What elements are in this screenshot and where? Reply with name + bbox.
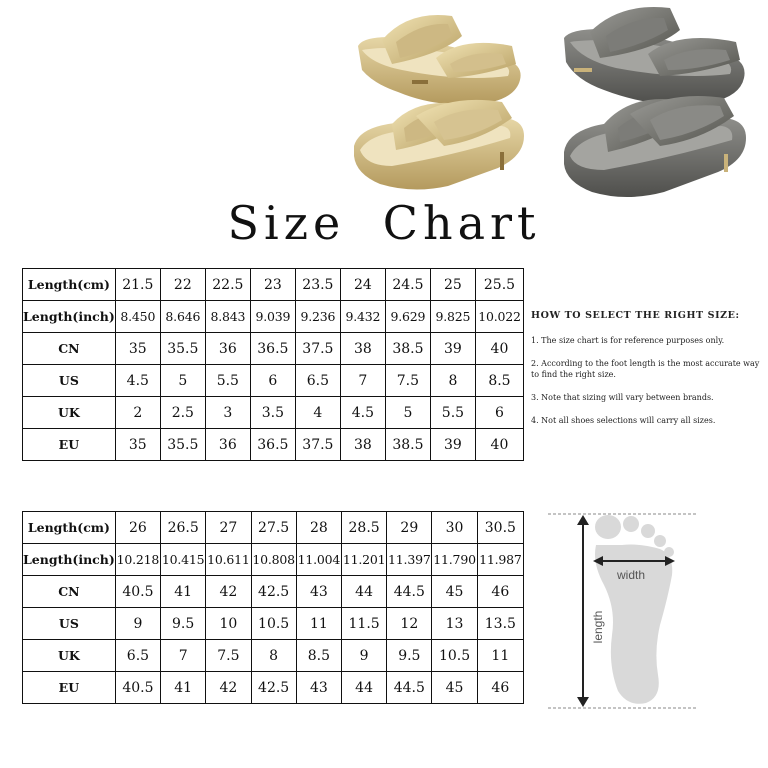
table-cell: 40.5 bbox=[115, 576, 160, 608]
table-cell: 29 bbox=[387, 512, 432, 544]
table-cell: 13.5 bbox=[477, 608, 523, 640]
table-cell: 27 bbox=[206, 512, 251, 544]
table-cell: 43 bbox=[296, 672, 341, 704]
table-cell: 10.5 bbox=[432, 640, 477, 672]
table-cell: 30.5 bbox=[477, 512, 523, 544]
table-cell: 10 bbox=[206, 608, 251, 640]
table-cell: 21.5 bbox=[115, 269, 160, 301]
size-table-body bbox=[23, 269, 524, 461]
table-cell: 6.5 bbox=[115, 640, 160, 672]
table-cell: 39 bbox=[430, 333, 475, 365]
table-cell: 27.5 bbox=[251, 512, 296, 544]
table-cell: 5.5 bbox=[430, 397, 475, 429]
table-cell: 10.611 bbox=[206, 544, 251, 576]
length-label: length bbox=[591, 610, 605, 644]
table-cell: 2 bbox=[115, 397, 160, 429]
row-header: UK bbox=[23, 640, 116, 672]
table-cell: 41 bbox=[161, 672, 206, 704]
notes-heading: HOW TO SELECT THE RIGHT SIZE: bbox=[531, 310, 740, 321]
table-cell: 40.5 bbox=[115, 672, 160, 704]
table-cell: 9 bbox=[341, 640, 386, 672]
table-cell: 46 bbox=[477, 672, 523, 704]
table-cell: 36 bbox=[205, 333, 250, 365]
table-row bbox=[23, 512, 524, 544]
table-cell: 5 bbox=[385, 397, 430, 429]
table-row bbox=[23, 429, 524, 461]
table-cell: 10.808 bbox=[251, 544, 296, 576]
table-row bbox=[23, 672, 524, 704]
table-cell: 8.843 bbox=[205, 301, 250, 333]
table-cell: 23 bbox=[250, 269, 295, 301]
table-cell: 35 bbox=[115, 429, 160, 461]
table-cell: 11.5 bbox=[341, 608, 386, 640]
table-cell: 10.415 bbox=[161, 544, 206, 576]
table-cell: 11.201 bbox=[341, 544, 386, 576]
table-row bbox=[23, 544, 524, 576]
table-row bbox=[23, 576, 524, 608]
table-cell: 8 bbox=[430, 365, 475, 397]
table-cell: 46 bbox=[477, 576, 523, 608]
table-cell: 10.5 bbox=[251, 608, 296, 640]
table-cell: 6.5 bbox=[295, 365, 340, 397]
note-4: 4. Not all shoes selections will carry all sizes. bbox=[531, 416, 716, 425]
table-cell: 8.646 bbox=[160, 301, 205, 333]
table-cell: 9.5 bbox=[161, 608, 206, 640]
gold-sandals-image bbox=[352, 6, 528, 198]
table-cell: 38.5 bbox=[385, 429, 430, 461]
table-cell: 9.432 bbox=[340, 301, 385, 333]
table-cell: 8.450 bbox=[115, 301, 160, 333]
table-cell: 37.5 bbox=[295, 333, 340, 365]
table-cell: 7.5 bbox=[206, 640, 251, 672]
table-row bbox=[23, 608, 524, 640]
table-cell: 11 bbox=[296, 608, 341, 640]
table-cell: 9.236 bbox=[295, 301, 340, 333]
table-cell: 8.5 bbox=[296, 640, 341, 672]
table-cell: 45 bbox=[432, 576, 477, 608]
table-cell: 9.039 bbox=[250, 301, 295, 333]
table-cell: 28 bbox=[296, 512, 341, 544]
table-cell: 3 bbox=[205, 397, 250, 429]
table-cell: 9.629 bbox=[385, 301, 430, 333]
table-cell: 22.5 bbox=[205, 269, 250, 301]
table-cell: 44 bbox=[341, 576, 386, 608]
table-cell: 38 bbox=[340, 429, 385, 461]
note-3: 3. Note that sizing will vary between brands. bbox=[531, 393, 714, 402]
table-cell: 9.5 bbox=[387, 640, 432, 672]
table-cell: 45 bbox=[432, 672, 477, 704]
table-cell: 22 bbox=[160, 269, 205, 301]
table-cell: 9 bbox=[115, 608, 160, 640]
table-cell: 25.5 bbox=[475, 269, 523, 301]
table-cell: 24 bbox=[340, 269, 385, 301]
table-cell: 3.5 bbox=[250, 397, 295, 429]
table-cell: 35.5 bbox=[160, 429, 205, 461]
table-cell: 10.218 bbox=[115, 544, 160, 576]
row-header: CN bbox=[23, 576, 116, 608]
table-cell: 8 bbox=[251, 640, 296, 672]
table-cell: 5 bbox=[160, 365, 205, 397]
table-cell: 8.5 bbox=[475, 365, 523, 397]
size-table-large bbox=[22, 511, 524, 704]
table-cell: 7.5 bbox=[385, 365, 430, 397]
table-cell: 9.825 bbox=[430, 301, 475, 333]
table-cell: 11.397 bbox=[387, 544, 432, 576]
table-cell: 44 bbox=[341, 672, 386, 704]
note-2: 2. According to the foot length is the most accurate way to find the right size. bbox=[531, 359, 760, 379]
table-row bbox=[23, 269, 524, 301]
table-cell: 30 bbox=[432, 512, 477, 544]
table-cell: 11 bbox=[477, 640, 523, 672]
table-cell: 4.5 bbox=[340, 397, 385, 429]
table-cell: 43 bbox=[296, 576, 341, 608]
row-header: CN bbox=[23, 333, 116, 365]
table-cell: 35 bbox=[115, 333, 160, 365]
table-cell: 42.5 bbox=[251, 672, 296, 704]
table-cell: 41 bbox=[161, 576, 206, 608]
table-cell: 7 bbox=[340, 365, 385, 397]
table-cell: 26 bbox=[115, 512, 160, 544]
table-cell: 26.5 bbox=[161, 512, 206, 544]
table-cell: 38.5 bbox=[385, 333, 430, 365]
size-table-body bbox=[23, 512, 524, 704]
row-header: Length(inch) bbox=[23, 544, 116, 576]
table-cell: 36 bbox=[205, 429, 250, 461]
row-header: US bbox=[23, 608, 116, 640]
table-cell: 42 bbox=[206, 672, 251, 704]
sizing-notes bbox=[531, 310, 767, 438]
table-row bbox=[23, 397, 524, 429]
table-row bbox=[23, 333, 524, 365]
length-arrow bbox=[577, 515, 589, 707]
table-cell: 28.5 bbox=[341, 512, 386, 544]
table-cell: 44.5 bbox=[387, 672, 432, 704]
table-cell: 36.5 bbox=[250, 333, 295, 365]
table-cell: 24.5 bbox=[385, 269, 430, 301]
table-cell: 2.5 bbox=[160, 397, 205, 429]
table-cell: 37.5 bbox=[295, 429, 340, 461]
table-cell: 10.022 bbox=[475, 301, 523, 333]
row-header: UK bbox=[23, 397, 116, 429]
width-label: width bbox=[616, 568, 646, 582]
gunmetal-sandals-image bbox=[560, 2, 750, 206]
table-cell: 4 bbox=[295, 397, 340, 429]
note-1: 1. The size chart is for reference purposes only. bbox=[531, 336, 725, 345]
row-header: Length(inch) bbox=[23, 301, 116, 333]
table-cell: 23.5 bbox=[295, 269, 340, 301]
table-row bbox=[23, 301, 524, 333]
row-header: Length(cm) bbox=[23, 269, 116, 301]
table-cell: 25 bbox=[430, 269, 475, 301]
table-cell: 40 bbox=[475, 333, 523, 365]
table-cell: 13 bbox=[432, 608, 477, 640]
table-cell: 6 bbox=[475, 397, 523, 429]
table-cell: 38 bbox=[340, 333, 385, 365]
row-header: EU bbox=[23, 429, 116, 461]
table-cell: 42.5 bbox=[251, 576, 296, 608]
row-header: US bbox=[23, 365, 116, 397]
table-cell: 7 bbox=[161, 640, 206, 672]
table-cell: 4.5 bbox=[115, 365, 160, 397]
row-header: EU bbox=[23, 672, 116, 704]
table-cell: 42 bbox=[206, 576, 251, 608]
table-cell: 11.790 bbox=[432, 544, 477, 576]
row-header: Length(cm) bbox=[23, 512, 116, 544]
table-row bbox=[23, 640, 524, 672]
table-row bbox=[23, 365, 524, 397]
page-title: Size Chart bbox=[227, 196, 541, 250]
table-cell: 36.5 bbox=[250, 429, 295, 461]
table-cell: 40 bbox=[475, 429, 523, 461]
foot-measurement-diagram bbox=[548, 505, 698, 715]
table-cell: 44.5 bbox=[387, 576, 432, 608]
table-cell: 11.987 bbox=[477, 544, 523, 576]
foot-silhouette bbox=[595, 515, 674, 704]
table-cell: 35.5 bbox=[160, 333, 205, 365]
table-cell: 6 bbox=[250, 365, 295, 397]
table-cell: 11.004 bbox=[296, 544, 341, 576]
table-cell: 12 bbox=[387, 608, 432, 640]
table-cell: 5.5 bbox=[205, 365, 250, 397]
table-cell: 39 bbox=[430, 429, 475, 461]
size-table-small bbox=[22, 268, 524, 461]
